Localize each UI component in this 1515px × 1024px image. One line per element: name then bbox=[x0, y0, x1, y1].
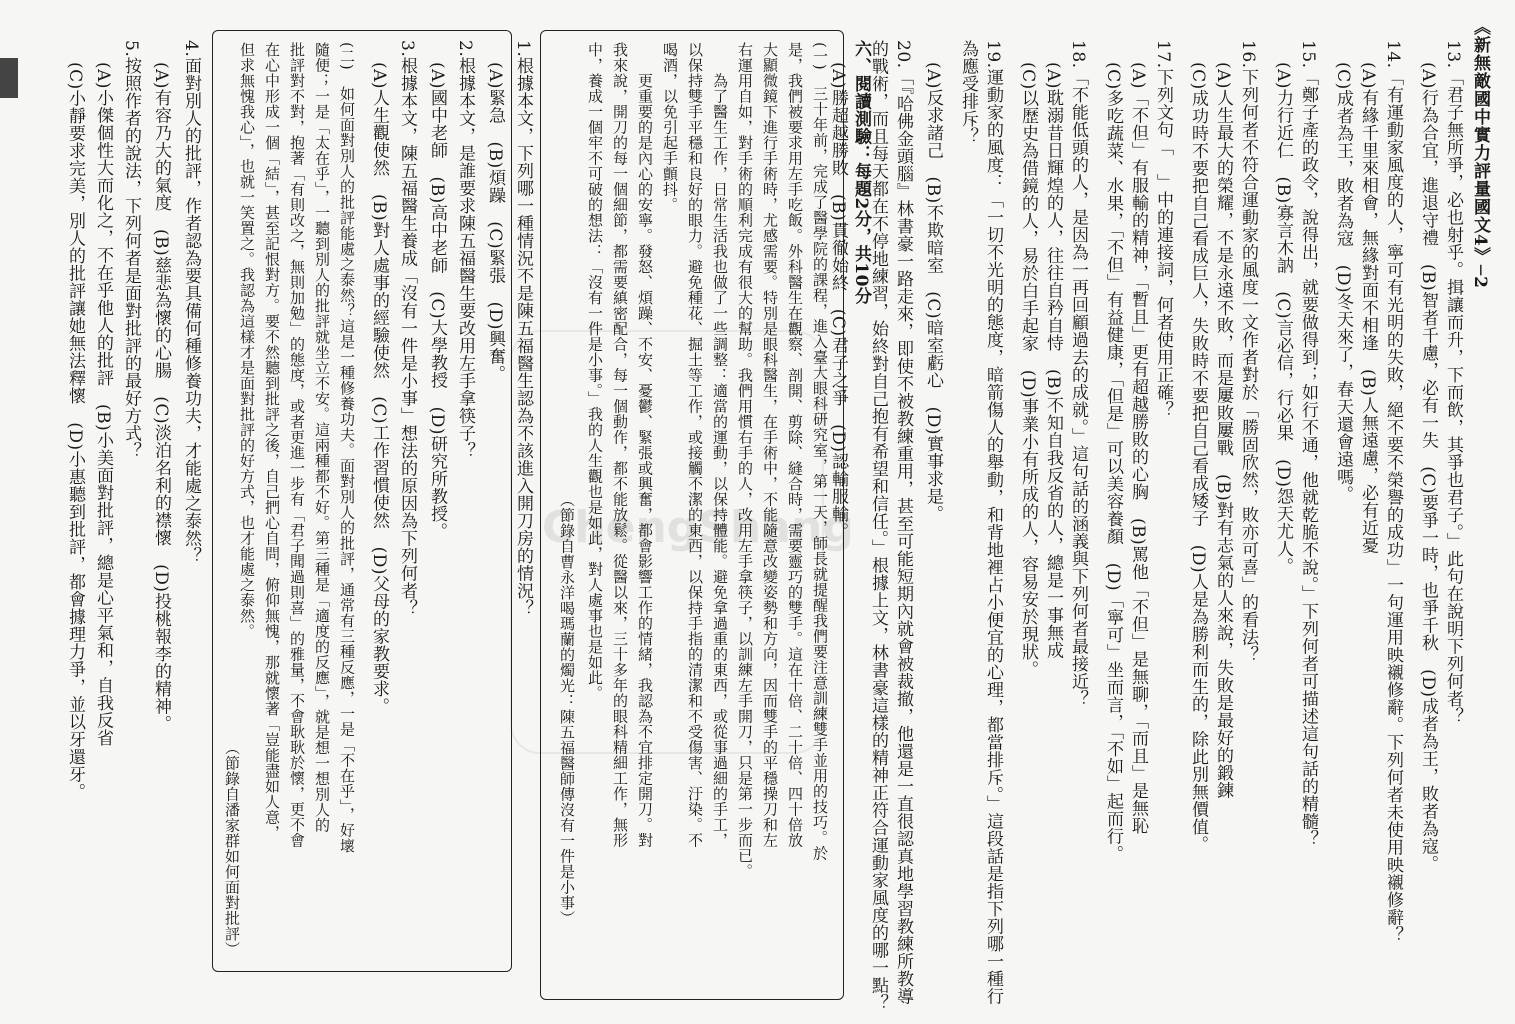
question-2-options: (A)國中老師 (B)高中老師 (C)大學教授 (D)研究所教授。 bbox=[427, 62, 447, 540]
question-15: 15.「鄭子產的政令，說得出，就要做得到；如行不通，他就乾脆不說。」下列何者可描述這句話的精髓？ bbox=[1298, 40, 1318, 848]
question-17: 17.下列文句「 」中的連接詞，何者使用正確？ bbox=[1153, 40, 1173, 419]
passage-one-line: 中，養成一個牢不可破的想法：「沒有一件是小事。」我的人生觀也是如此，對人處事也是如此。 bbox=[586, 42, 604, 701]
question-16-options-a: (A)人生最大的榮耀，不是永遠不敗，而是屢敗屢戰 (B)對有志氣的人來說，失敗是最好的鍛鍊 bbox=[1213, 62, 1233, 799]
page-header: 《新無敵國中實力評量國文4》─2 bbox=[1470, 18, 1490, 289]
question-20: 20.「『哈佛金頭腦』林書豪一路走來，即使不被教練重用，甚至可能短期內就會被裁撤，他還是一直很認真地學習教練所教導的戰術，而且每天都在不停地練習，始終對自己抱有希望和信任。」根據上文，林書豪這樣的精神正符合運動家風度的哪一點？ bbox=[868, 40, 913, 1012]
passage-one-line: 右運用自如，對手術的順利完成有很大的幫助。我們用慣右手的人，改用左手拿筷子，以訓練左手開刀，只是第一步而已。 bbox=[736, 42, 754, 879]
question-19: 19.運動家的風度：「一切不光明的態度，暗箭傷人的舉動，和背地裡占小便宜的心理，都當排斥。」這段話是指下列哪一種行為應受排斥？ bbox=[958, 40, 1003, 1006]
question-15-options: (A)力行近仁 (B)寡言木訥 (C)言必信，行必果 (D)怨天尤人。 bbox=[1273, 62, 1293, 575]
question-16: 16.下列何者不符合運動家的風度一文作者對於「勝固欣然，敗亦可喜」的看法？ bbox=[1238, 40, 1258, 664]
question-5-options-b: (C)小靜要求完美，別人的批評讓她無法釋懷 (D)小惠聽到批評，都會據理力爭，並以牙還牙。 bbox=[65, 62, 85, 801]
question-14-options-b: (C)成者為王，敗者為寇 (D)冬天來了，春天還會遠嗎。 bbox=[1333, 62, 1353, 504]
question-14-options-a: (A)有緣千里來相會，無緣對面不相逢 (B)人無遠慮，必有近憂 bbox=[1358, 62, 1378, 554]
watermark-text: ChengShang bbox=[542, 502, 854, 553]
question-1: 1.根據本文，下列哪一種情況不是陳五福醫生認為不該進入開刀房的情況？ bbox=[513, 40, 533, 618]
passage-one-line: (一) 三十年前，完成了醫學院的課程，進入臺大眼科研究室，第一天，師長就提醒我們要注意訓練雙手並用的技巧。於 bbox=[811, 42, 829, 861]
passage-two-line: 隨便；一是「太在乎」，一聽到別人的批評就坐立不安。這兩種都不好。第三種是「適度的反應」，就是想一想別人的 bbox=[313, 42, 331, 833]
passage-one-line: 是，我們被要求用左手吃飯。外科醫生在觀察、剖開、剪除、縫合時，需要靈巧的雙手。這在十倍、二十倍、四十倍放 bbox=[786, 42, 804, 848]
question-18-options-a: (A)耽溺昔日輝煌的人，往往自矜自恃 (B)不知自我反省的人，總是一事無成 bbox=[1043, 62, 1063, 659]
passage-one-line: 以保持雙手平穩和良好的眼力。避免種花、掘土等工作，或接觸不潔的東西，以保持手指的清潔和不受傷害、汙染。不 bbox=[686, 42, 704, 848]
question-20-options: (A)勝超越勝敗 (B)貫徹始終 (C)君子之爭 (D)認輸服輸。 bbox=[828, 62, 848, 540]
passage-one-line: 我來說，開刀的每一個細節，都需要縝密配合，每一個動作，都不能放鬆。從醫以來，三十多年的眼科精細工作，無形 bbox=[611, 42, 629, 848]
question-4-options: (A)有容乃大的氣度 (B)慈悲為懷的心腸 (C)淡泊名利的襟懷 (D)投桃報李的精神。 bbox=[151, 62, 171, 733]
passage-one-source: （節錄自曹永洋喝瑪蘭的燭光：陳五福醫師傳沒有一件是小事） bbox=[558, 492, 576, 926]
question-2: 2.根據本文，是誰要求陳五福醫生要改用左手拿筷子？ bbox=[455, 40, 475, 460]
passage-two-source: （節錄自潘家群如何面對批評） bbox=[223, 740, 241, 957]
question-4: 4.面對別人的批評，作者認為要具備何種修養功夫，才能處之泰然？ bbox=[181, 40, 201, 565]
question-16-options-b: (C)成功時不要把自己看成巨人，失敗時不要把自己看成矮子 (D)人是為勝利而生的，除此別無價值。 bbox=[1188, 62, 1208, 854]
passage-two-line: 在心中形成一個「結」，甚至記恨對方。要不然聽到批評之後，自己捫心自問，俯仰無愧，那就懷著「豈能盡如人意， bbox=[263, 42, 281, 841]
question-3: 3.根據本文，陳五福醫生養成「沒有一件是小事」想法的原因為下列何者？ bbox=[397, 40, 417, 618]
question-1-options: (A)緊急 (B)煩躁 (C)緊張 (D)興奮。 bbox=[485, 62, 505, 383]
question-5-options-a: (A)小傑個性大而化之，不在乎他人的批評 (B)小美面對批評，總是心平氣和，自我反省 bbox=[93, 62, 113, 747]
section-title: 六、閱讀測驗：每題2分，共10分 bbox=[851, 40, 871, 305]
question-19-options: (A)反求諸己 (B)不欺暗室 (C)暗室虧心 (D)實事求是。 bbox=[923, 62, 943, 523]
question-17-options-b: (C)多吃蔬菜、水果，「不但」有益健康，「但是」可以美容養顏 (D)「寧可」坐而言，「不如」起而行。 bbox=[1103, 62, 1123, 863]
question-5: 5.按照作者的說法，下列何者是面對批評的最好方式？ bbox=[121, 40, 141, 460]
question-18-options-b: (C)以歷史為借鏡的人，易於白手起家 (D)事業小有所成的人，容易安於現狀。 bbox=[1018, 62, 1038, 679]
passage-two-line: (二) 如何面對別人的批評能處之泰然？這是一種修養功夫。面對別人的批評，通常有三種反應，一是「不在乎」，好壞 bbox=[338, 42, 356, 854]
passage-one-line: 大顯微鏡下進行手術時，尤感需要。特別是眼科醫生，在手術中，不能隨意改變姿勢和方向，因而雙手的平穩操刀和左 bbox=[761, 42, 779, 848]
passage-two-line: 但求無愧我心」，也就一笑置之。我認為這樣才是面對批評的好方式，也才能處之泰然。 bbox=[238, 42, 256, 639]
page-edge-mark bbox=[0, 58, 18, 98]
question-3-options: (A)人生觀使然 (B)對人處事的經驗使然 (C)工作習慣使然 (D)父母的家教要求。 bbox=[369, 62, 389, 715]
question-13: 13.「君子無所爭，必也射乎。揖讓而升，下而飲，其爭也君子。」此句在說明下列何者？ bbox=[1443, 40, 1463, 726]
question-14: 14.「有運動家風度的人，寧可有光明的失敗，絕不要不榮譽的成功」一句運用映襯修辭。下列何者未使用映襯修辭？ bbox=[1383, 40, 1403, 944]
passage-one-line: 喝酒，以免引起手顫抖。 bbox=[661, 42, 679, 213]
question-13-options: (A)行為合宜，進退守禮 (B)智者千慮，必有一失 (C)要爭一時，也爭千秋 (D)成者為王，敗者為寇。 bbox=[1418, 62, 1438, 873]
passage-one-line: 為了醫生工作，日常生活我也做了一些調整：適當的運動，以保持體能。避免拿過重的東西，或從事過細的手工， bbox=[711, 42, 729, 848]
question-17-options-a: (A)「不但」有服輸的精神，「暫且」更有超越勝敗的心胸 (B)罵他「不但」是無聊，「而且」是無恥 bbox=[1128, 62, 1148, 835]
question-18: 18.「不能低頭的人，是因為一再回顧過去的成就。」這句話的涵義與下列何者最接近？ bbox=[1068, 40, 1088, 708]
passage-one-line: 更重要的是內心的安寧。發怒、煩躁、不安、憂鬱、緊張或興奮，都會影響工作的情緒，我認為不宜排定開刀。對 bbox=[636, 42, 654, 848]
passage-two-line: 批評對不對，抱著「有則改之，無則加勉」的態度，或者更進一步有「君子聞過則喜」的雅量，不會耿耿於懷，更不會 bbox=[288, 42, 306, 848]
